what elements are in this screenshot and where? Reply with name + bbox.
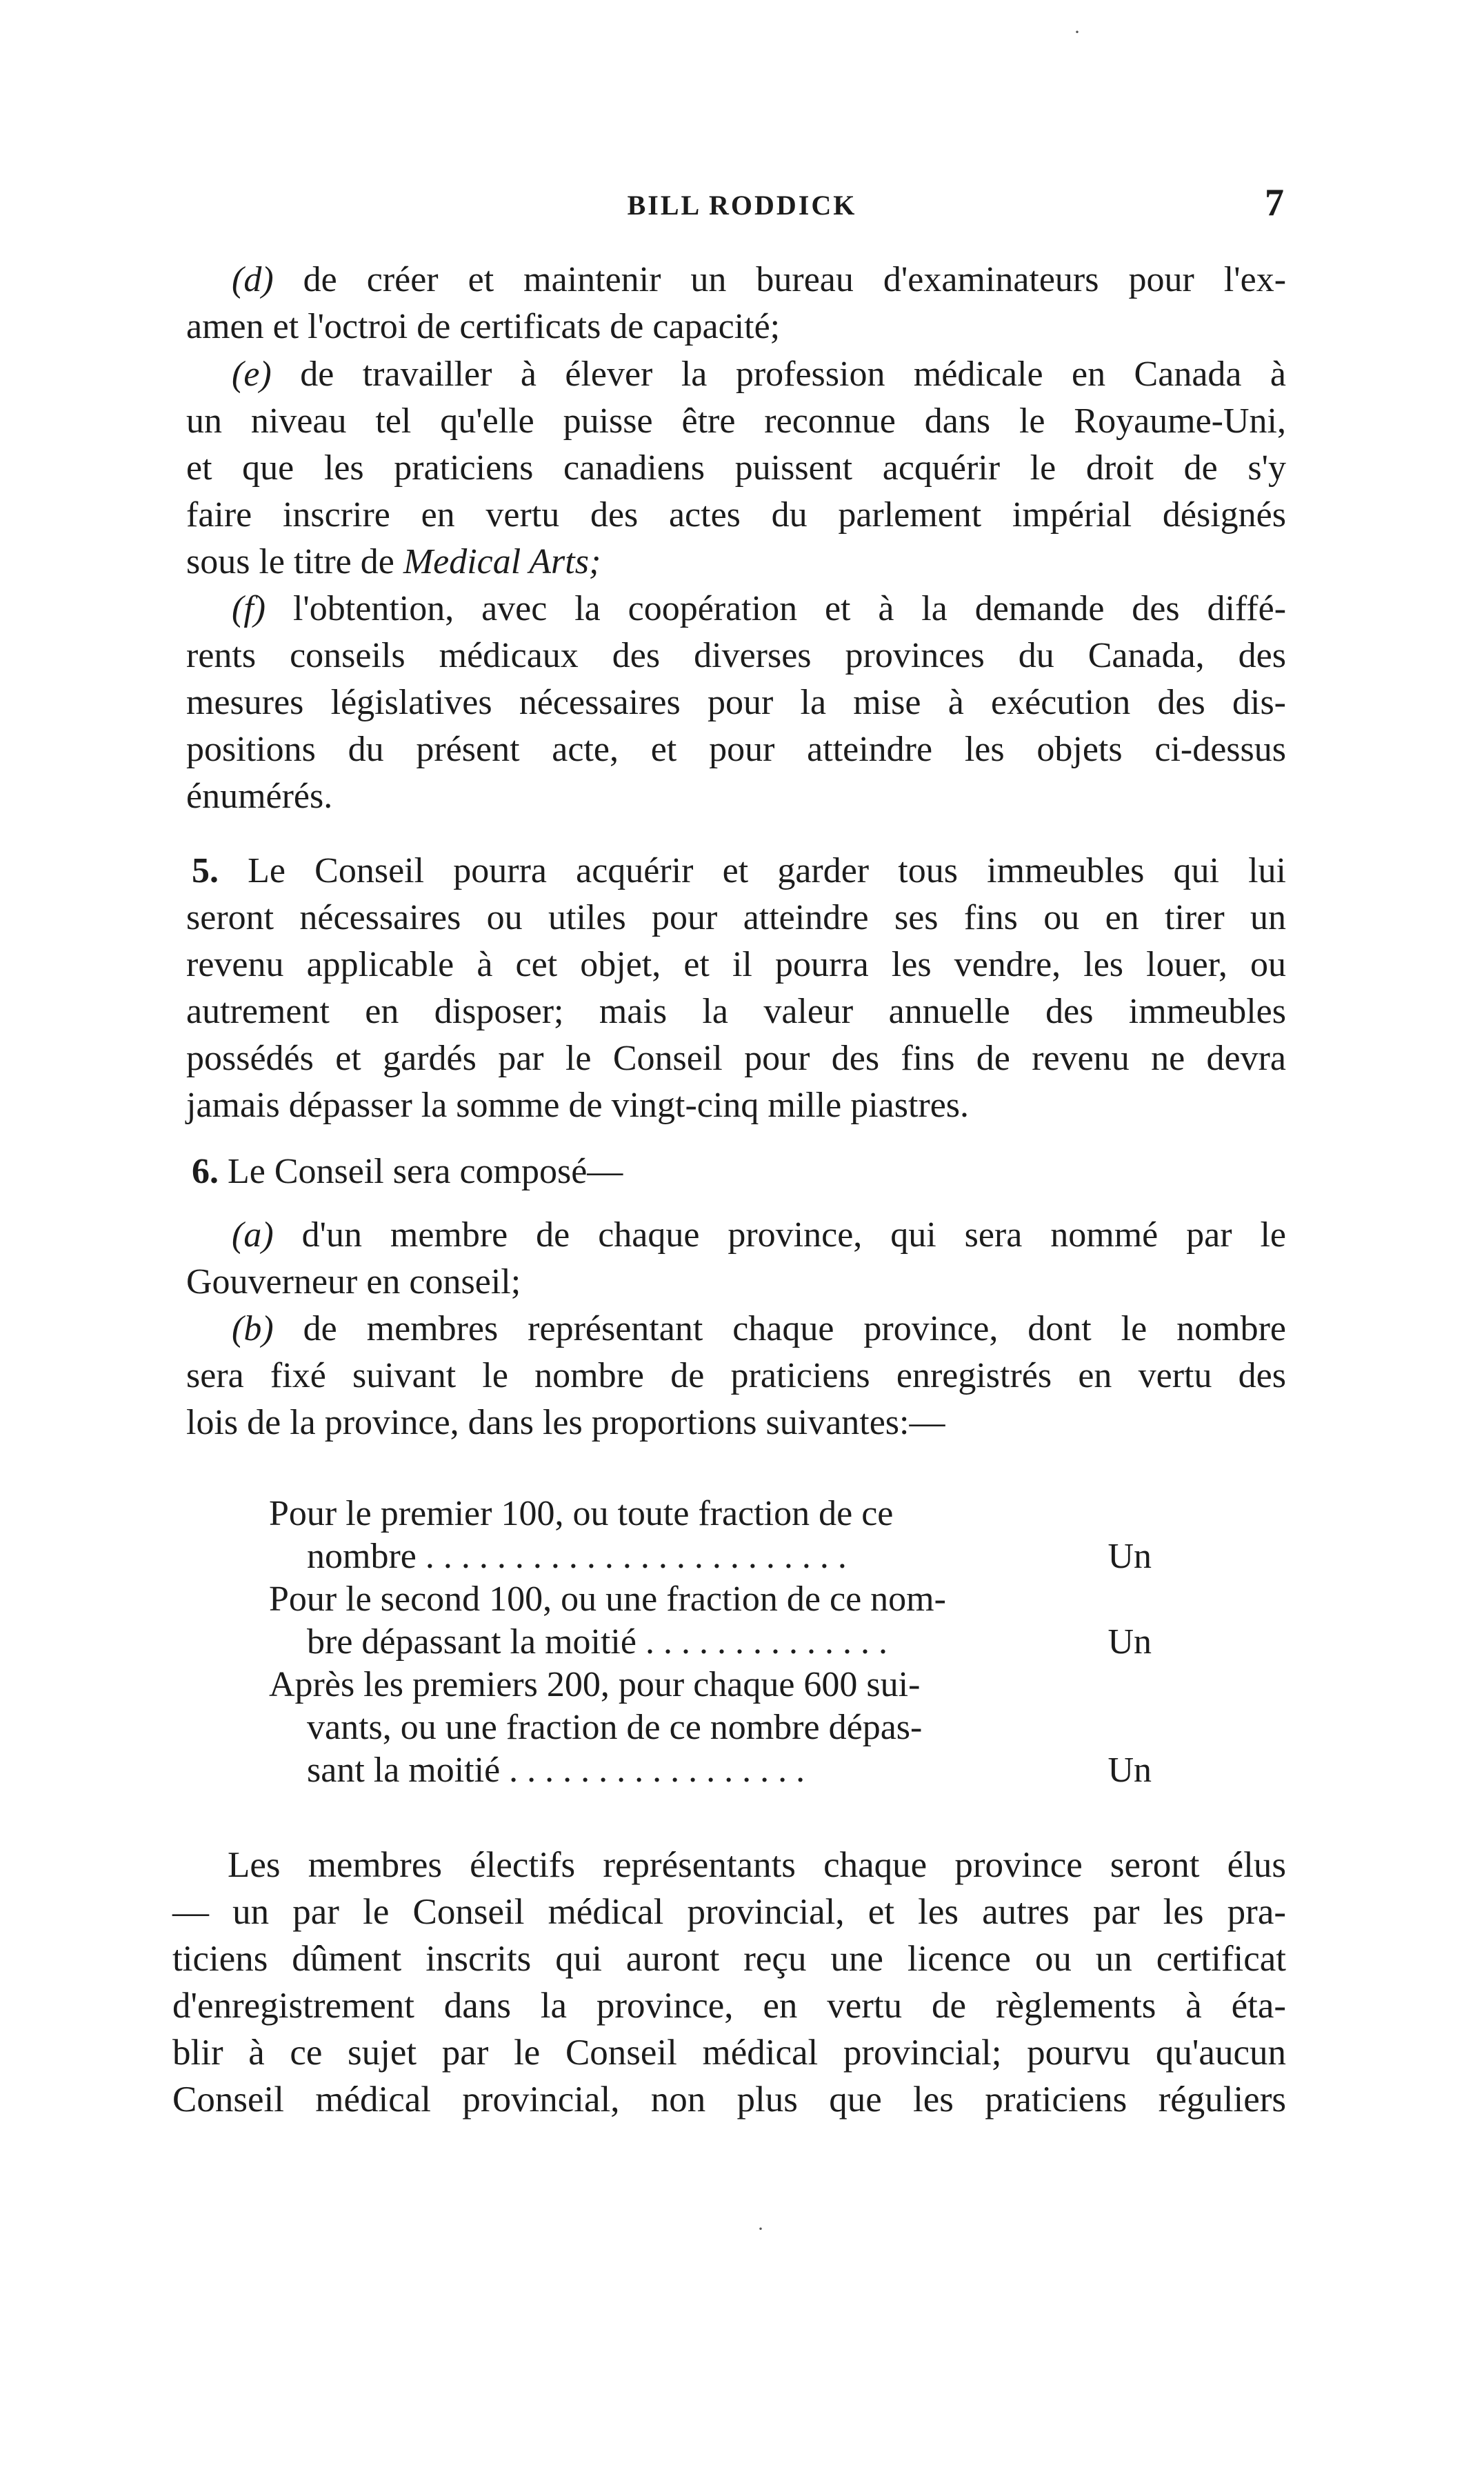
line-text: l'obtention, avec la coopération et à la demande des diffé- — [292, 589, 1287, 628]
table-row-3-line-3 — [307, 1750, 1152, 1791]
scan-speck: · — [1074, 21, 1081, 43]
clause-f-line-2: rents conseils médicaux des diverses provinces du Canada, des — [186, 636, 1286, 675]
clause-e-line-3: et que les praticiens canadiens puissent acquérir le droit de s'y — [186, 448, 1286, 488]
clause-e-line-1 — [192, 351, 1286, 398]
section-5-line-3: revenu applicable à cet objet, et il pourra les vendre, les louer, ou — [186, 945, 1286, 984]
section-5-line-6: jamais dépasser la somme de vingt-cinq mille piastres. — [186, 1086, 970, 1125]
section-5-line-2: seront nécessaires ou utiles pour atteindre ses fins ou en tirer un — [186, 898, 1286, 937]
section-number: 5. — [192, 851, 219, 890]
dot-leader: . . . . . . . . . . . . . . . . . — [509, 1751, 805, 1790]
clause-label: (f) — [232, 589, 266, 628]
clause-a-line-1 — [192, 1212, 1286, 1259]
line-text: de créer et maintenir un bureau d'examinateurs pour l'ex- — [303, 260, 1287, 299]
table-row-3-line-1: Après les premiers 200, pour chaque 600 sui- — [269, 1665, 921, 1704]
line-text: de travailler à élever la profession médicale en Canada à — [300, 355, 1287, 394]
clause-label: (d) — [232, 260, 274, 299]
table-row-3-line-2: vants, ou une fraction de ce nombre dépas- — [307, 1708, 923, 1747]
clause-b-line-3: lois de la province, dans les proportions suivantes:— — [186, 1403, 945, 1442]
line-text: sous le titre de — [186, 542, 394, 581]
closing-line-2: — un par le Conseil médical provincial, et les autres par les pra- — [172, 1892, 1286, 1932]
clause-label: (b) — [232, 1309, 274, 1348]
row-text: bre dépassant la moitié — [307, 1622, 636, 1662]
table-value: Un — [1107, 1537, 1152, 1576]
dot-leader: . . . . . . . . . . . . . . . . . . . . . . . . — [425, 1537, 847, 1576]
table-value: Un — [1107, 1622, 1152, 1662]
clause-e-line-4: faire inscrire en vertu des actes du parlement impérial désignés — [186, 495, 1286, 535]
italic-title: Medical Arts; — [403, 542, 601, 581]
clause-d-line-2: amen et l'octroi de certificats de capacité; — [186, 307, 781, 346]
clause-a-line-2: Gouverneur en conseil; — [186, 1262, 521, 1302]
clause-b-line-1 — [192, 1306, 1286, 1353]
clause-e-line-5 — [186, 539, 1286, 586]
section-5-line-5: possédés et gardés par le Conseil pour des fins de revenu ne devra — [186, 1039, 1286, 1078]
clause-f-line-4: positions du présent acte, et pour atteindre les objets ci-dessus — [186, 730, 1286, 769]
section-6-line-1 — [192, 1148, 1286, 1195]
row-text: sant la moitié — [307, 1751, 501, 1790]
section-5-line-1 — [192, 848, 1286, 895]
closing-line-5: blir à ce sujet par le Conseil médical provincial; pourvu qu'aucun — [172, 2033, 1286, 2073]
scan-speck: · — [757, 2217, 764, 2240]
closing-line-3: ticiens dûment inscrits qui auront reçu une licence ou un certificat — [172, 1939, 1286, 1979]
clause-f-line-5: énumérés. — [186, 777, 333, 816]
clause-label: (a) — [232, 1215, 274, 1255]
row-text: nombre — [307, 1537, 417, 1576]
page-header — [0, 181, 1484, 233]
table-row-2-line-2 — [307, 1622, 1152, 1663]
clause-f-line-1 — [192, 586, 1286, 632]
clause-label: (e) — [232, 355, 272, 394]
line-text: Le Conseil sera composé— — [228, 1152, 623, 1191]
line-text: Le Conseil pourra acquérir et garder tous immeubles qui lui — [248, 851, 1286, 890]
clause-e-line-2: un niveau tel qu'elle puisse être reconnue dans le Royaume-Uni, — [186, 401, 1286, 441]
clause-f-line-3: mesures législatives nécessaires pour la mise à exécution des dis- — [186, 683, 1286, 722]
line-text: de membres représentant chaque province, dont le nombre — [303, 1309, 1286, 1348]
table-row-1-line-1: Pour le premier 100, ou toute fraction de ce — [269, 1494, 894, 1533]
clause-d-line-1 — [192, 257, 1286, 303]
table-value: Un — [1107, 1751, 1152, 1790]
closing-line-6: Conseil médical provincial, non plus que les praticiens réguliers — [172, 2080, 1286, 2120]
table-row-1-line-2 — [307, 1536, 1152, 1577]
section-5-line-4: autrement en disposer; mais la valeur annuelle des immeubles — [186, 992, 1286, 1031]
clause-b-line-2: sera fixé suivant le nombre de praticiens enregistrés en vertu des — [186, 1356, 1286, 1395]
table-row-2-line-1: Pour le second 100, ou une fraction de ce nom- — [269, 1579, 946, 1619]
closing-line-1: Les membres électifs représentants chaque province seront élus — [228, 1845, 1286, 1885]
line-text: d'un membre de chaque province, qui sera nommé par le — [301, 1215, 1287, 1255]
closing-line-4: d'enregistrement dans la province, en vertu de règlements à éta- — [172, 1986, 1286, 2026]
page-number: 7 — [1265, 181, 1284, 224]
dot-leader: . . . . . . . . . . . . . . — [645, 1622, 888, 1662]
running-head: BILL RODDICK — [627, 190, 857, 221]
section-number: 6. — [192, 1152, 219, 1191]
